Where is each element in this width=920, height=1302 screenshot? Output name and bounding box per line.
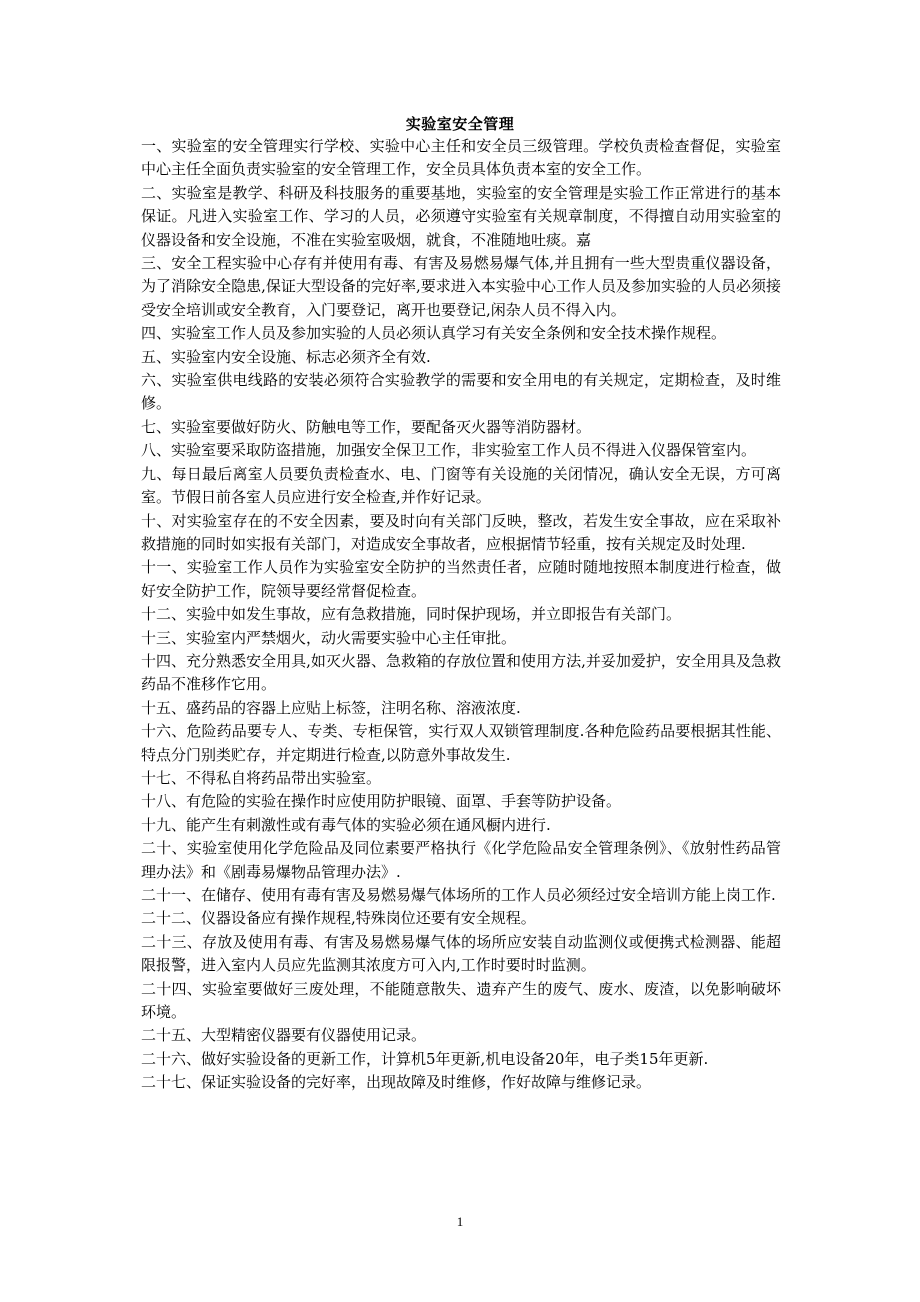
paragraph-25: 二十五、大型精密仪器要有仪器使用记录。 [141,1026,427,1045]
paragraph-11: 十一、实验室工作人员作为实验室安全防护的当然责任者，应随时随地按照本制度进行检查，做好安全防护工作，院领导要经常督促检查。 [141,558,781,600]
document-body [141,135,781,1095]
paragraph-5: 五、实验室内安全设施、标志必须齐全有效. [141,347,431,366]
paragraph-10: 十、对实验室存在的不安全因素，要及时向有关部门反映，整改，若发生安全事故，应在采取补救措施的同时如实报有关部门，对造成安全事故者，应根据情节轻重，按有关规定及时处理. [141,511,781,553]
paragraph-4: 四、实验室工作人员及参加实验的人员必须认真学习有关安全条例和安全技术操作规程。 [141,324,727,343]
paragraph-24: 二十四、实验室要做好三废处理，不能随意散失、遗弃产生的废气、废水、废渣，以免影响破坏环境。 [141,979,781,1022]
page-number: 1 [456,1214,464,1229]
paragraph-14: 十四、充分熟悉安全用具,如灭火器、急救箱的存放位置和使用方法,并妥加爱护，安全用具及急救药品不准移作它用。 [141,651,781,694]
paragraph-22: 二十二、仪器设备应有操作规程,特殊岗位还要有安全规程。 [141,909,536,928]
paragraph-23: 二十三、存放及使用有毒、有害及易燃易爆气体的场所应安装自动监测仪或便携式检测器、能超限报警，进入室内人员应先监测其浓度方可入内,工作时要时时监测。 [141,932,781,975]
paragraph-12: 十二、实验中如发生事故，应有急救措施，同时保护现场，并立即报告有关部门。 [141,605,682,624]
paragraph-2: 二、实验室是教学、科研及科技服务的重要基地，实验室的安全管理是实验工作正常进行的基本保证。凡进入实验室工作、学习的人员，必须遵守实验室有关规章制度，不得擅自动用实验室的仪器设备和安全设施，不准在实验室吸烟，就食，不准随地吐痰。嘉 [141,183,781,249]
paragraph-27: 二十七、保证实验设备的完好率，出现故障及时维修，作好故障与维修记录。 [141,1073,652,1092]
paragraph-17: 十七、不得私自将药品带出实验室。 [141,768,382,787]
paragraph-13: 十三、实验室内严禁烟火，动火需要实验中心主任审批。 [141,628,517,647]
paragraph-20: 二十、实验室使用化学危险品及同位素要严格执行《化学危险品安全管理条例》、《放射性药品管理办法》和《剧毒易爆物品管理办法》. [141,839,781,881]
paragraph-16: 十六、危险药品要专人、专类、专柜保管，实行双人双锁管理制度.各种危险药品要根据其性能、特点分门别类贮存，并定期进行检查,以防意外事故发生. [141,722,781,764]
paragraph-1: 一、实验室的安全管理实行学校、实验中心主任和安全员三级管理。学校负责检查督促，实验室中心主任全面负责实验室的安全管理工作，安全员具体负责本室的安全工作。 [141,137,781,179]
paragraph-18: 十八、有危险的实验在操作时应使用防护眼镜、面罩、手套等防护设备。 [141,792,622,811]
paragraph-8: 八、实验室要采取防盗措施，加强安全保卫工作，非实验室工作人员不得进入仪器保管室内。 [141,441,757,460]
paragraph-6: 六、实验室供电线路的安装必须符合实验教学的需要和安全用电的有关规定，定期检查，及时维修。 [141,371,781,413]
paragraph-3: 三、安全工程实验中心存有并使用有毒、有害及易燃易爆气体,并且拥有一些大型贵重仪器设备，为了消除安全隐患,保证大型设备的完好率,要求进入本实验中心工作人员及参加实验的人员必须接受安全培训或安全教育，入门要登记，离开也要登记,闲杂人员不得入内。 [141,254,781,319]
document-title: 实验室安全管理 [405,115,515,133]
paragraph-15: 十五、盛药品的容器上应贴上标签，注明名称、溶液浓度. [141,698,521,717]
paragraph-7: 七、实验室要做好防火、防触电等工作，要配备灭火器等消防器材。 [141,417,592,436]
paragraph-21: 二十一、在储存、使用有毒有害及易燃易爆气体场所的工作人员必须经过安全培训方能上岗工作. [141,886,776,904]
paragraph-19: 十九、能产生有刺激性或有毒气体的实验必须在通风橱内进行. [141,815,551,834]
paragraph-9: 九、每日最后离室人员要负责检查水、电、门窗等有关设施的关闭情况，确认安全无误，方可离室。节假日前各室人员应进行安全检查,并作好记录。 [141,464,781,507]
paragraph-26: 二十六、做好实验设备的更新工作，计算机5年更新,机电设备20年，电子类15年更新. [141,1049,709,1068]
